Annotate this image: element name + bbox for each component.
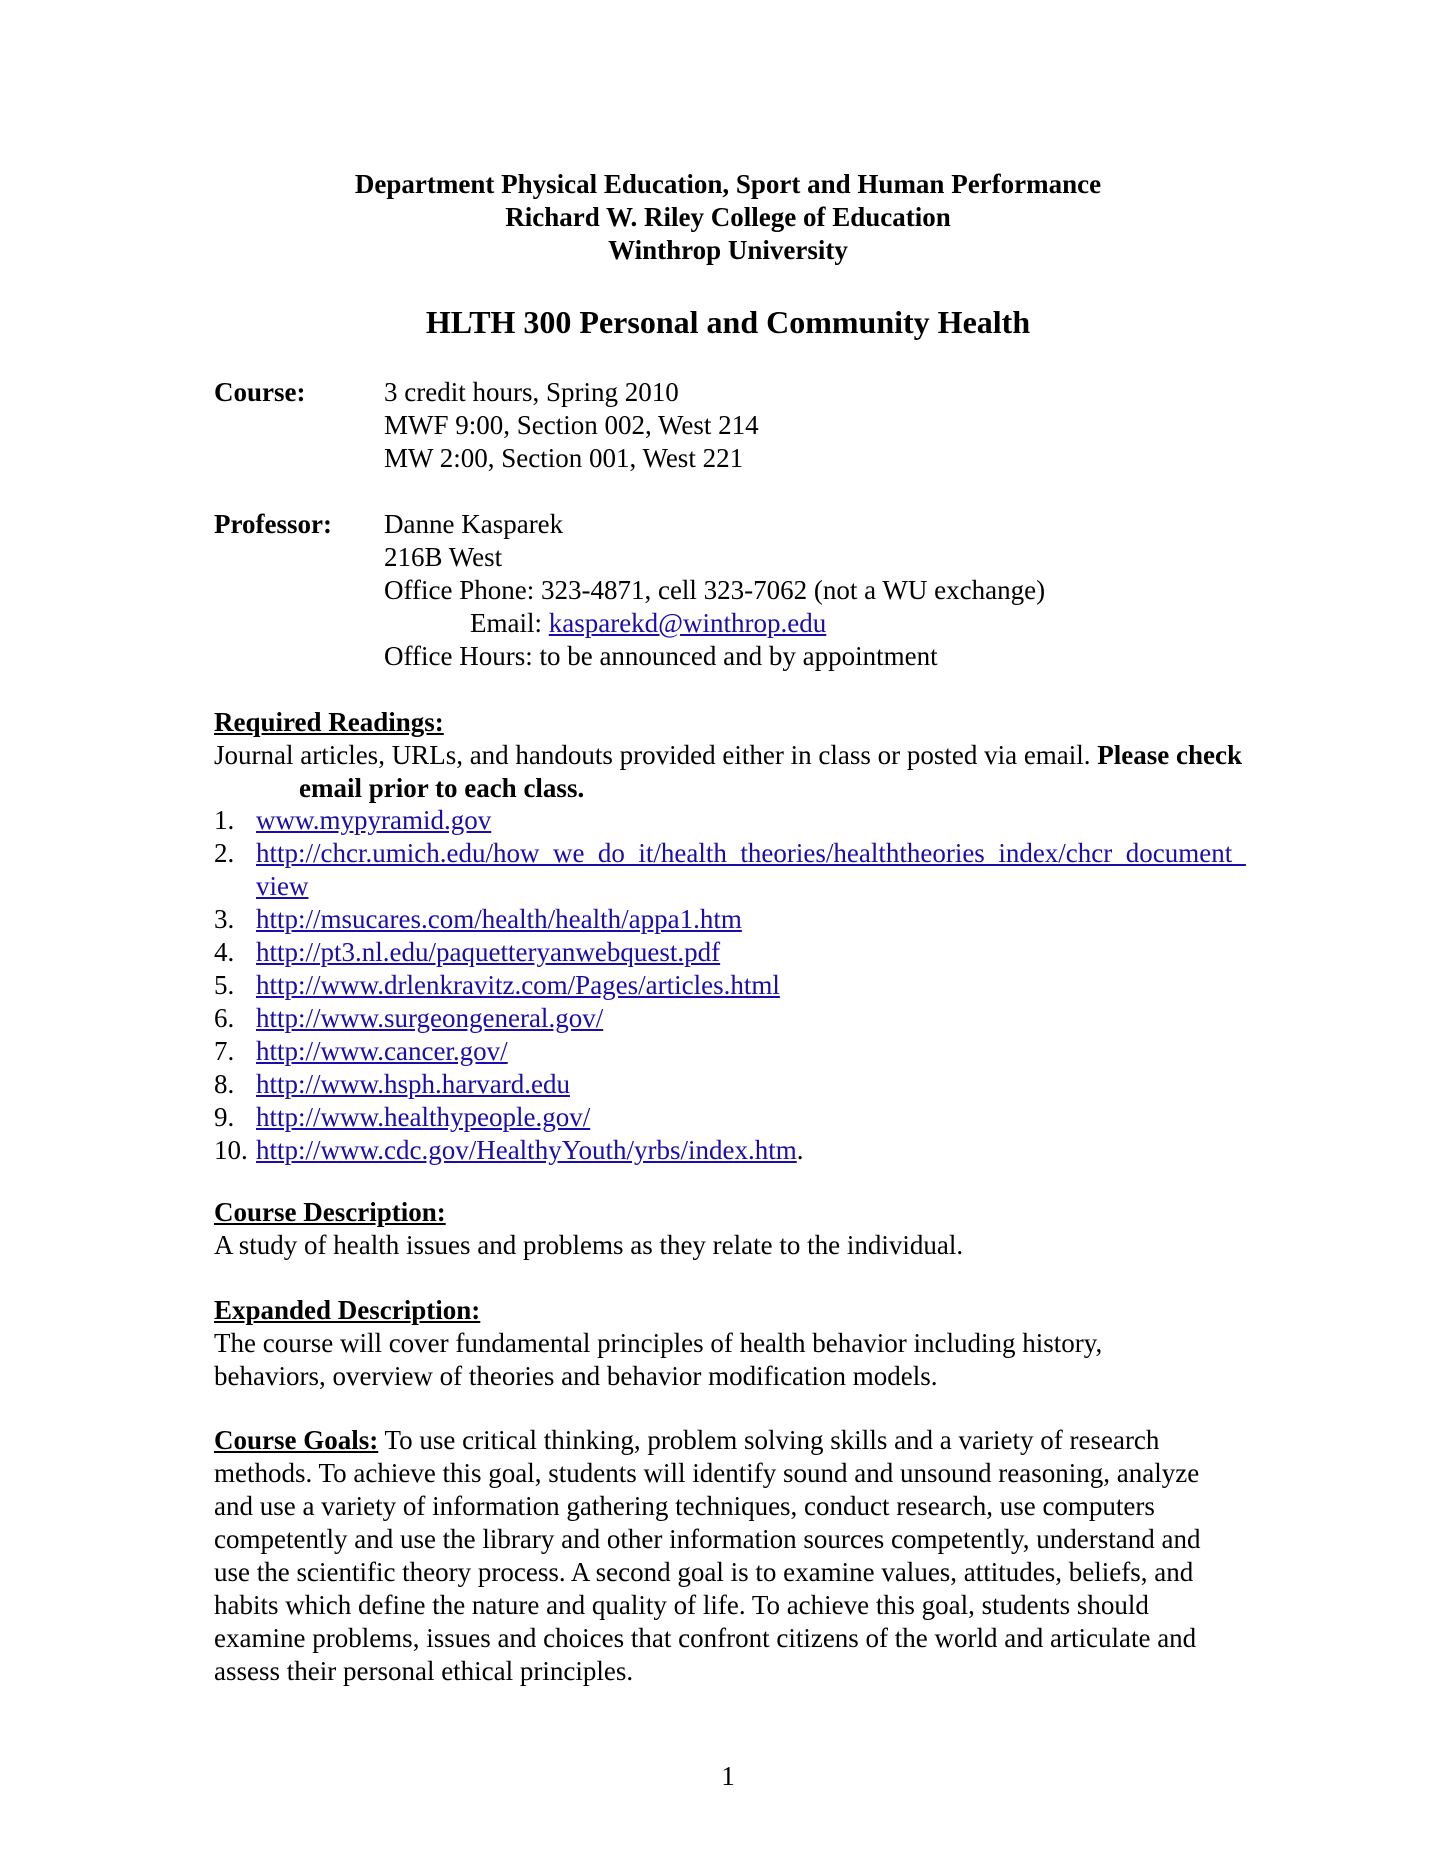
list-item: 10. http://www.cdc.gov/HealthyYouth/yrbs/index.htm. xyxy=(214,1135,804,1165)
list-item: 3. http://msucares.com/health/health/appa1.htm xyxy=(214,904,742,934)
course-description-heading: Course Description: xyxy=(214,1197,446,1227)
course-label: Course: xyxy=(214,377,306,407)
professor-details xyxy=(384,508,1045,673)
reading-link[interactable]: www.mypyramid.gov xyxy=(256,805,492,835)
reading-link[interactable]: http://www.healthypeople.gov/ xyxy=(256,1102,591,1132)
professor-name: Danne Kasparek xyxy=(384,509,564,539)
expanded-description-text: The course will cover fundamental principles of health behavior including history, behaviors, overview of theories and behavior modification models. xyxy=(214,1328,1103,1391)
list-item: 1. www.mypyramid.gov xyxy=(214,805,492,835)
readings-list xyxy=(214,804,1254,1167)
reading-link[interactable]: http://pt3.nl.edu/paquetteryanwebquest.pdf xyxy=(256,937,721,967)
reading-link[interactable]: http://www.cancer.gov/ xyxy=(256,1036,508,1066)
office-hours: Office Hours: to be announced and by appointment xyxy=(384,641,938,671)
reading-link[interactable]: http://chcr.umich.edu/how_we_do_it/health_theories/healththeories_index/chcr_document_view xyxy=(256,838,1246,901)
document-header xyxy=(0,168,1456,267)
college-name: Richard W. Riley College of Education xyxy=(505,202,951,232)
reading-link[interactable]: http://www.surgeongeneral.gov/ xyxy=(256,1003,604,1033)
professor-office: 216B West xyxy=(384,542,503,572)
course-description-text: A study of health issues and problems as they relate to the individual. xyxy=(214,1230,964,1260)
department-name: Department Physical Education, Sport and Human Performance xyxy=(354,169,1102,199)
required-readings-heading: Required Readings: xyxy=(214,707,444,737)
university-name: Winthrop University xyxy=(608,235,848,265)
course-description-section xyxy=(214,1196,1254,1262)
professor-email-link[interactable]: kasparekd@winthrop.edu xyxy=(548,608,827,638)
course-goals-section xyxy=(214,1424,1224,1688)
required-readings-intro: Journal articles, URLs, and handouts provided either in class or posted via email. Please check email prior to each class. xyxy=(214,740,1242,803)
list-item: 7. http://www.cancer.gov/ xyxy=(214,1036,508,1066)
reading-link[interactable]: http://www.drlenkravitz.com/Pages/articles.html xyxy=(256,970,780,1000)
page-number: 1 xyxy=(721,1761,735,1791)
list-item: 2. http://chcr.umich.edu/how_we_do_it/health_theories/healththeories_index/chcr_document_view xyxy=(214,838,1246,901)
list-item: 6. http://www.surgeongeneral.gov/ xyxy=(214,1003,604,1033)
course-goals-text: To use critical thinking, problem solving skills and a variety of research methods. To achieve this goal, students will identify sound and unsound reasoning, analyze and use a variety of information gathering techniques, conduct research, use computers competently and use the library and other information sources competently, understand and use the scientific theory process. A second goal is to examine values, attitudes, beliefs, and habits which define the nature and quality of life. To achieve this goal, students should examine problems, issues and choices that confront citizens of the world and articulate and assess their personal ethical principles. xyxy=(214,1425,1201,1686)
course-section-line: MWF 9:00, Section 002, West 214 xyxy=(384,410,759,440)
list-item: 9. http://www.healthypeople.gov/ xyxy=(214,1102,591,1132)
reading-link[interactable]: http://msucares.com/health/health/appa1.htm xyxy=(256,904,742,934)
reading-link[interactable]: http://www.hsph.harvard.edu xyxy=(256,1069,570,1099)
required-readings-section xyxy=(214,706,1254,805)
reading-link[interactable]: http://www.cdc.gov/HealthyYouth/yrbs/index.htm xyxy=(256,1135,797,1165)
list-item: 8. http://www.hsph.harvard.edu xyxy=(214,1069,570,1099)
course-goals-heading: Course Goals: xyxy=(214,1425,379,1455)
list-item: 4. http://pt3.nl.edu/paquetteryanwebquest.pdf xyxy=(214,937,721,967)
professor-label: Professor: xyxy=(214,509,332,539)
course-section-line: MW 2:00, Section 001, West 221 xyxy=(384,443,744,473)
expanded-description-section xyxy=(214,1294,1194,1393)
required-readings-note: Please check email prior to each class. xyxy=(299,740,1242,803)
expanded-description-heading: Expanded Description: xyxy=(214,1295,481,1325)
list-item: 5. http://www.drlenkravitz.com/Pages/articles.html xyxy=(214,970,780,1000)
professor-phone: Office Phone: 323-4871, cell 323-7062 (not a WU exchange) xyxy=(384,575,1046,605)
course-title: HLTH 300 Personal and Community Health xyxy=(425,304,1031,340)
course-details xyxy=(384,376,759,475)
email-label: Email: xyxy=(470,608,549,638)
professor-email-line xyxy=(384,607,1045,640)
course-credit-line: 3 credit hours, Spring 2010 xyxy=(384,377,679,407)
